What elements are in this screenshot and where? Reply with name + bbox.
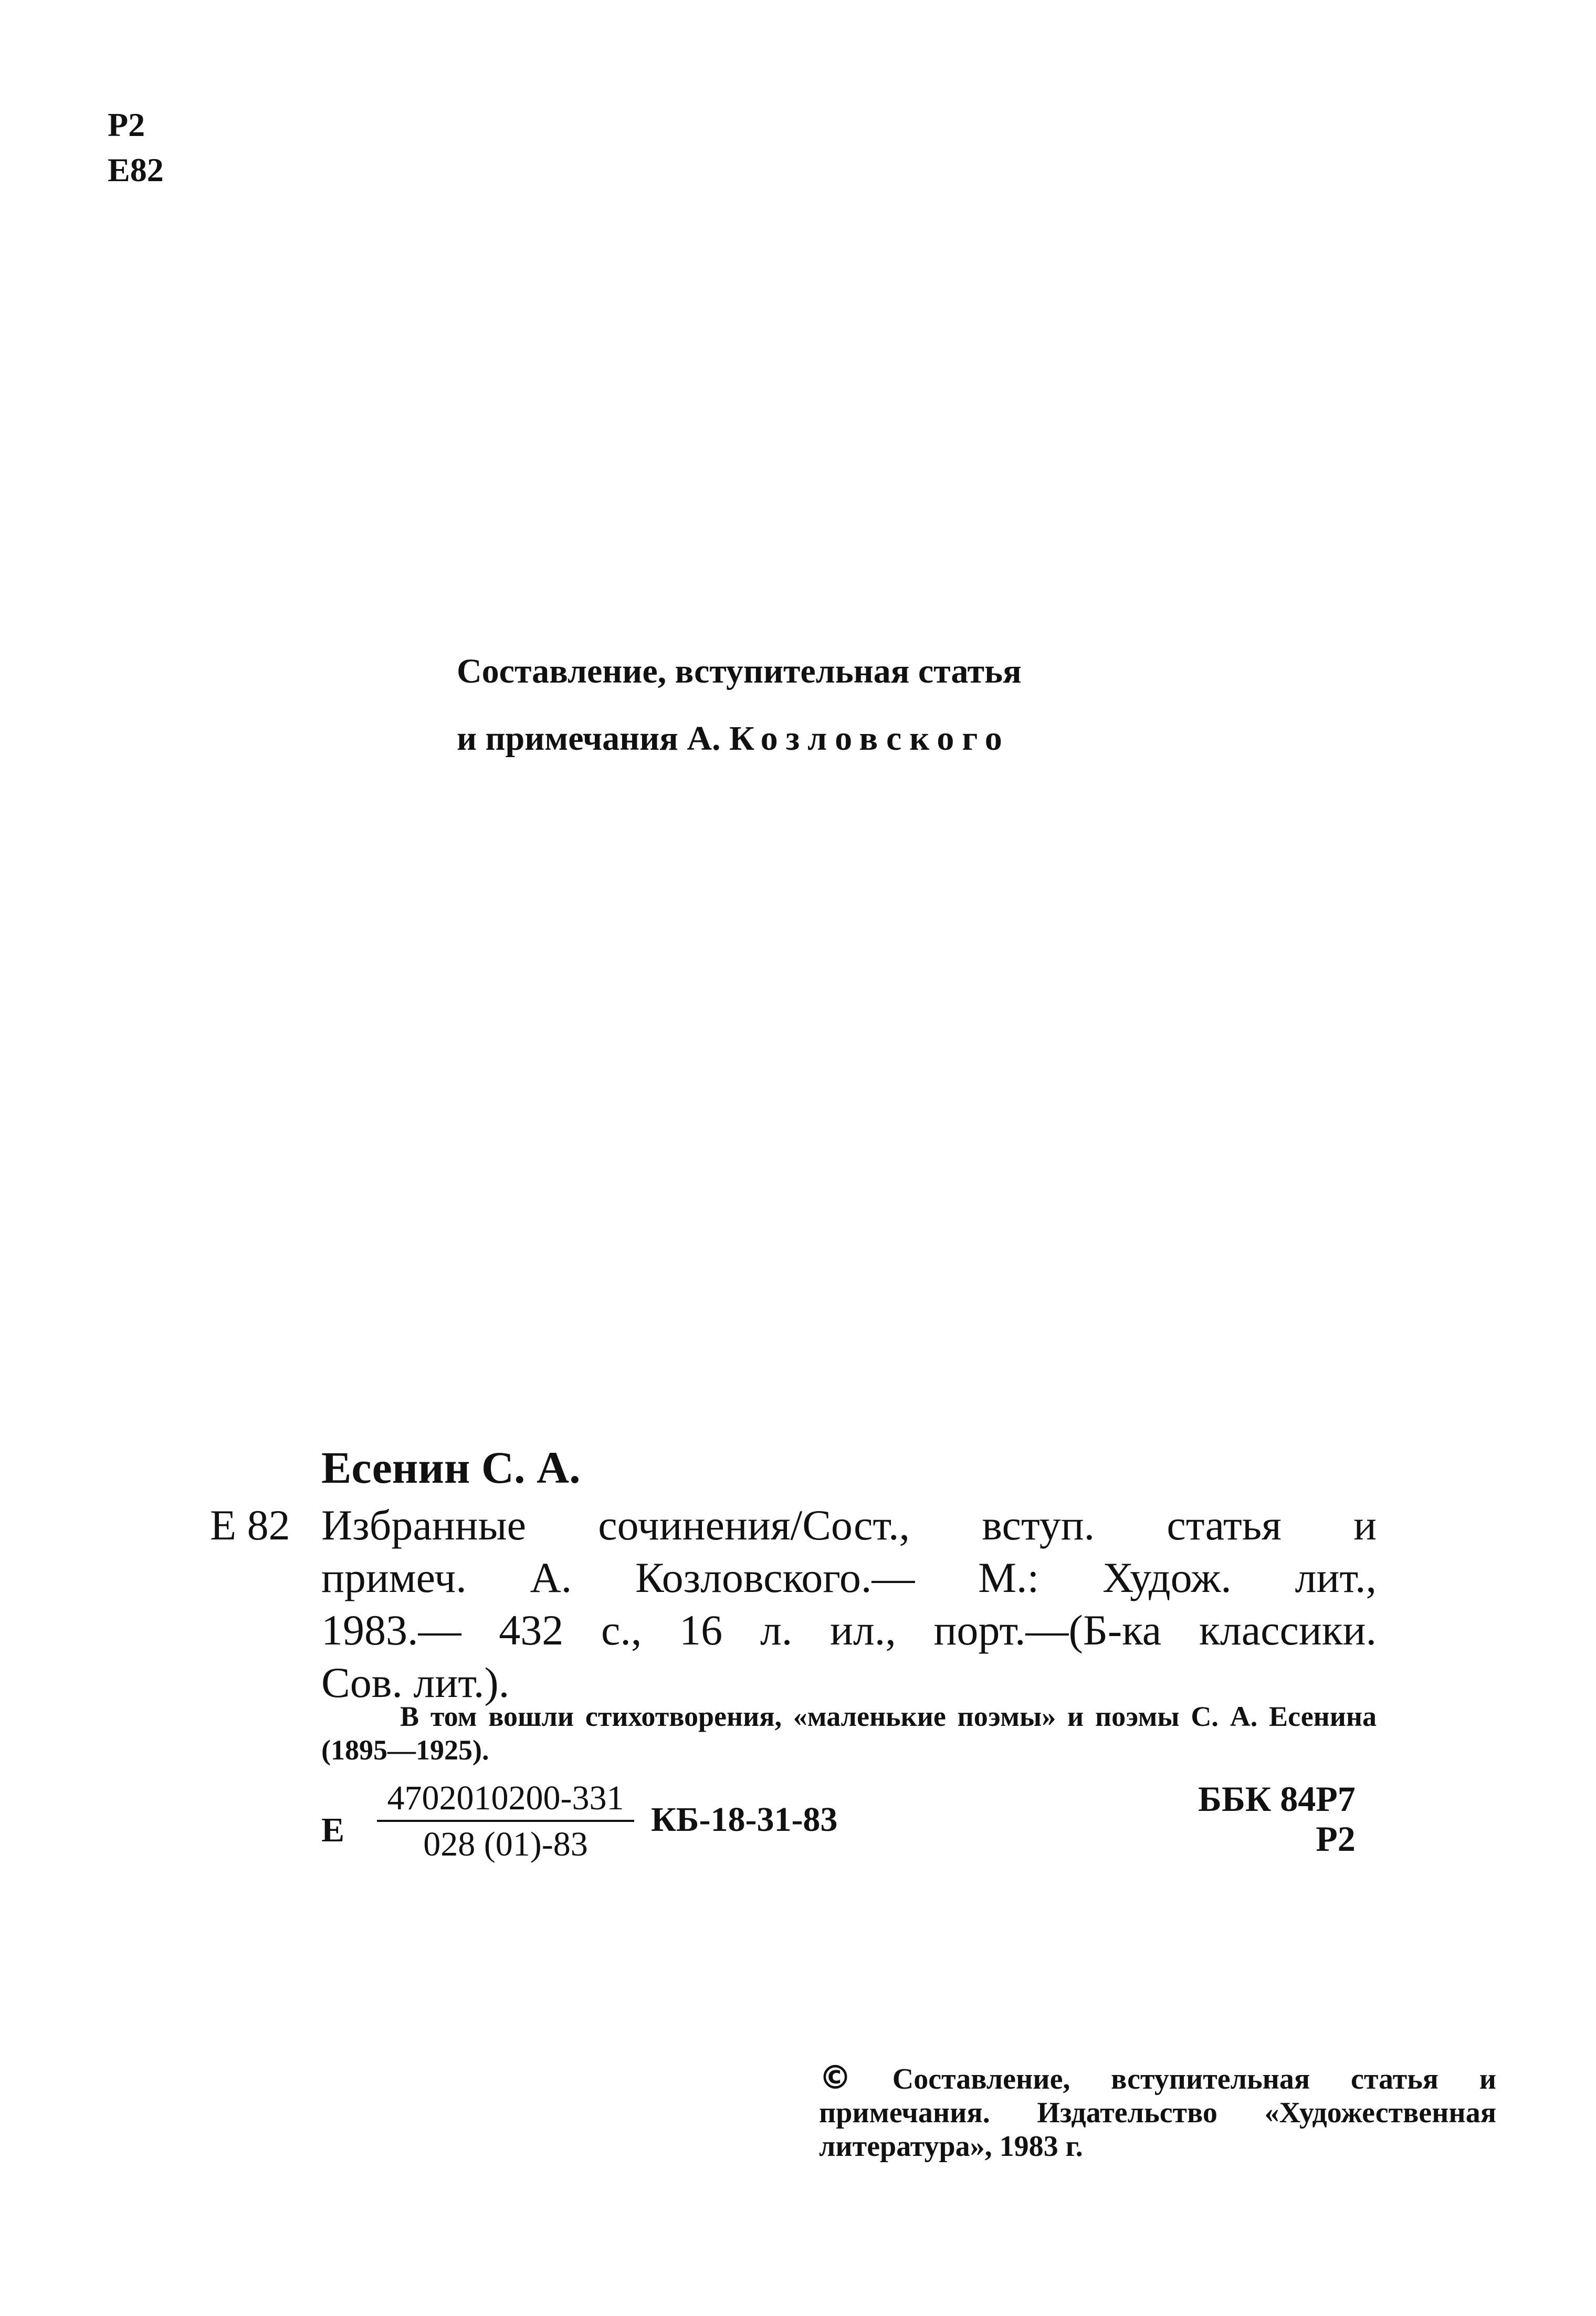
bbk-line-2: Р2	[1316, 1819, 1356, 1859]
copyright-icon: ©	[819, 2058, 852, 2097]
isbn-fraction	[377, 1779, 634, 1864]
entry-line: Сов. лит.).	[321, 1659, 510, 1706]
udc-line-1: Р2	[108, 106, 145, 143]
catalog-main-entry	[321, 1499, 1377, 1709]
credits-line-2-prefix: и примечания А.	[457, 719, 730, 758]
class-letter: Е	[321, 1811, 345, 1849]
copyright-text: Составление, вступительная статья и примечания. Издательство «Художественная литература», 1983 г.	[819, 2063, 1496, 2163]
catalog-author: Есенин С. А.	[321, 1442, 581, 1493]
compiler-credits	[457, 638, 1022, 772]
credits-line-1: Составление, вступительная статья	[457, 652, 1022, 690]
udc-line-2: Е82	[108, 151, 164, 188]
udc-code	[108, 102, 164, 193]
kb-code: КБ-18-31-83	[651, 1800, 838, 1839]
catalog-index: Е 82	[210, 1501, 290, 1549]
fraction-numerator: 4702010200-331	[377, 1779, 634, 1822]
catalog-annotation: В том вошли стихотворения, «маленькие поэмы» и поэмы С. А. Есенина (1895—1925).	[321, 1701, 1377, 1766]
bbk-line-1: ББК 84Р7	[1198, 1779, 1356, 1819]
entry-line: Избранные сочинения/Сост., вступ. статья и	[321, 1501, 1377, 1549]
copyright-notice	[819, 2058, 1496, 2163]
entry-line: примеч. А. Козловского.— М.: Худож. лит.,	[321, 1554, 1377, 1601]
entry-line: 1983.— 432 с., 16 л. ил., порт.—(Б-ка классики.	[321, 1606, 1377, 1654]
compiler-name: Козловского	[729, 719, 1010, 758]
fraction-denominator: 028 (01)-83	[423, 1825, 588, 1863]
credits-line-2	[457, 705, 1022, 772]
bbk-code	[1198, 1779, 1356, 1859]
